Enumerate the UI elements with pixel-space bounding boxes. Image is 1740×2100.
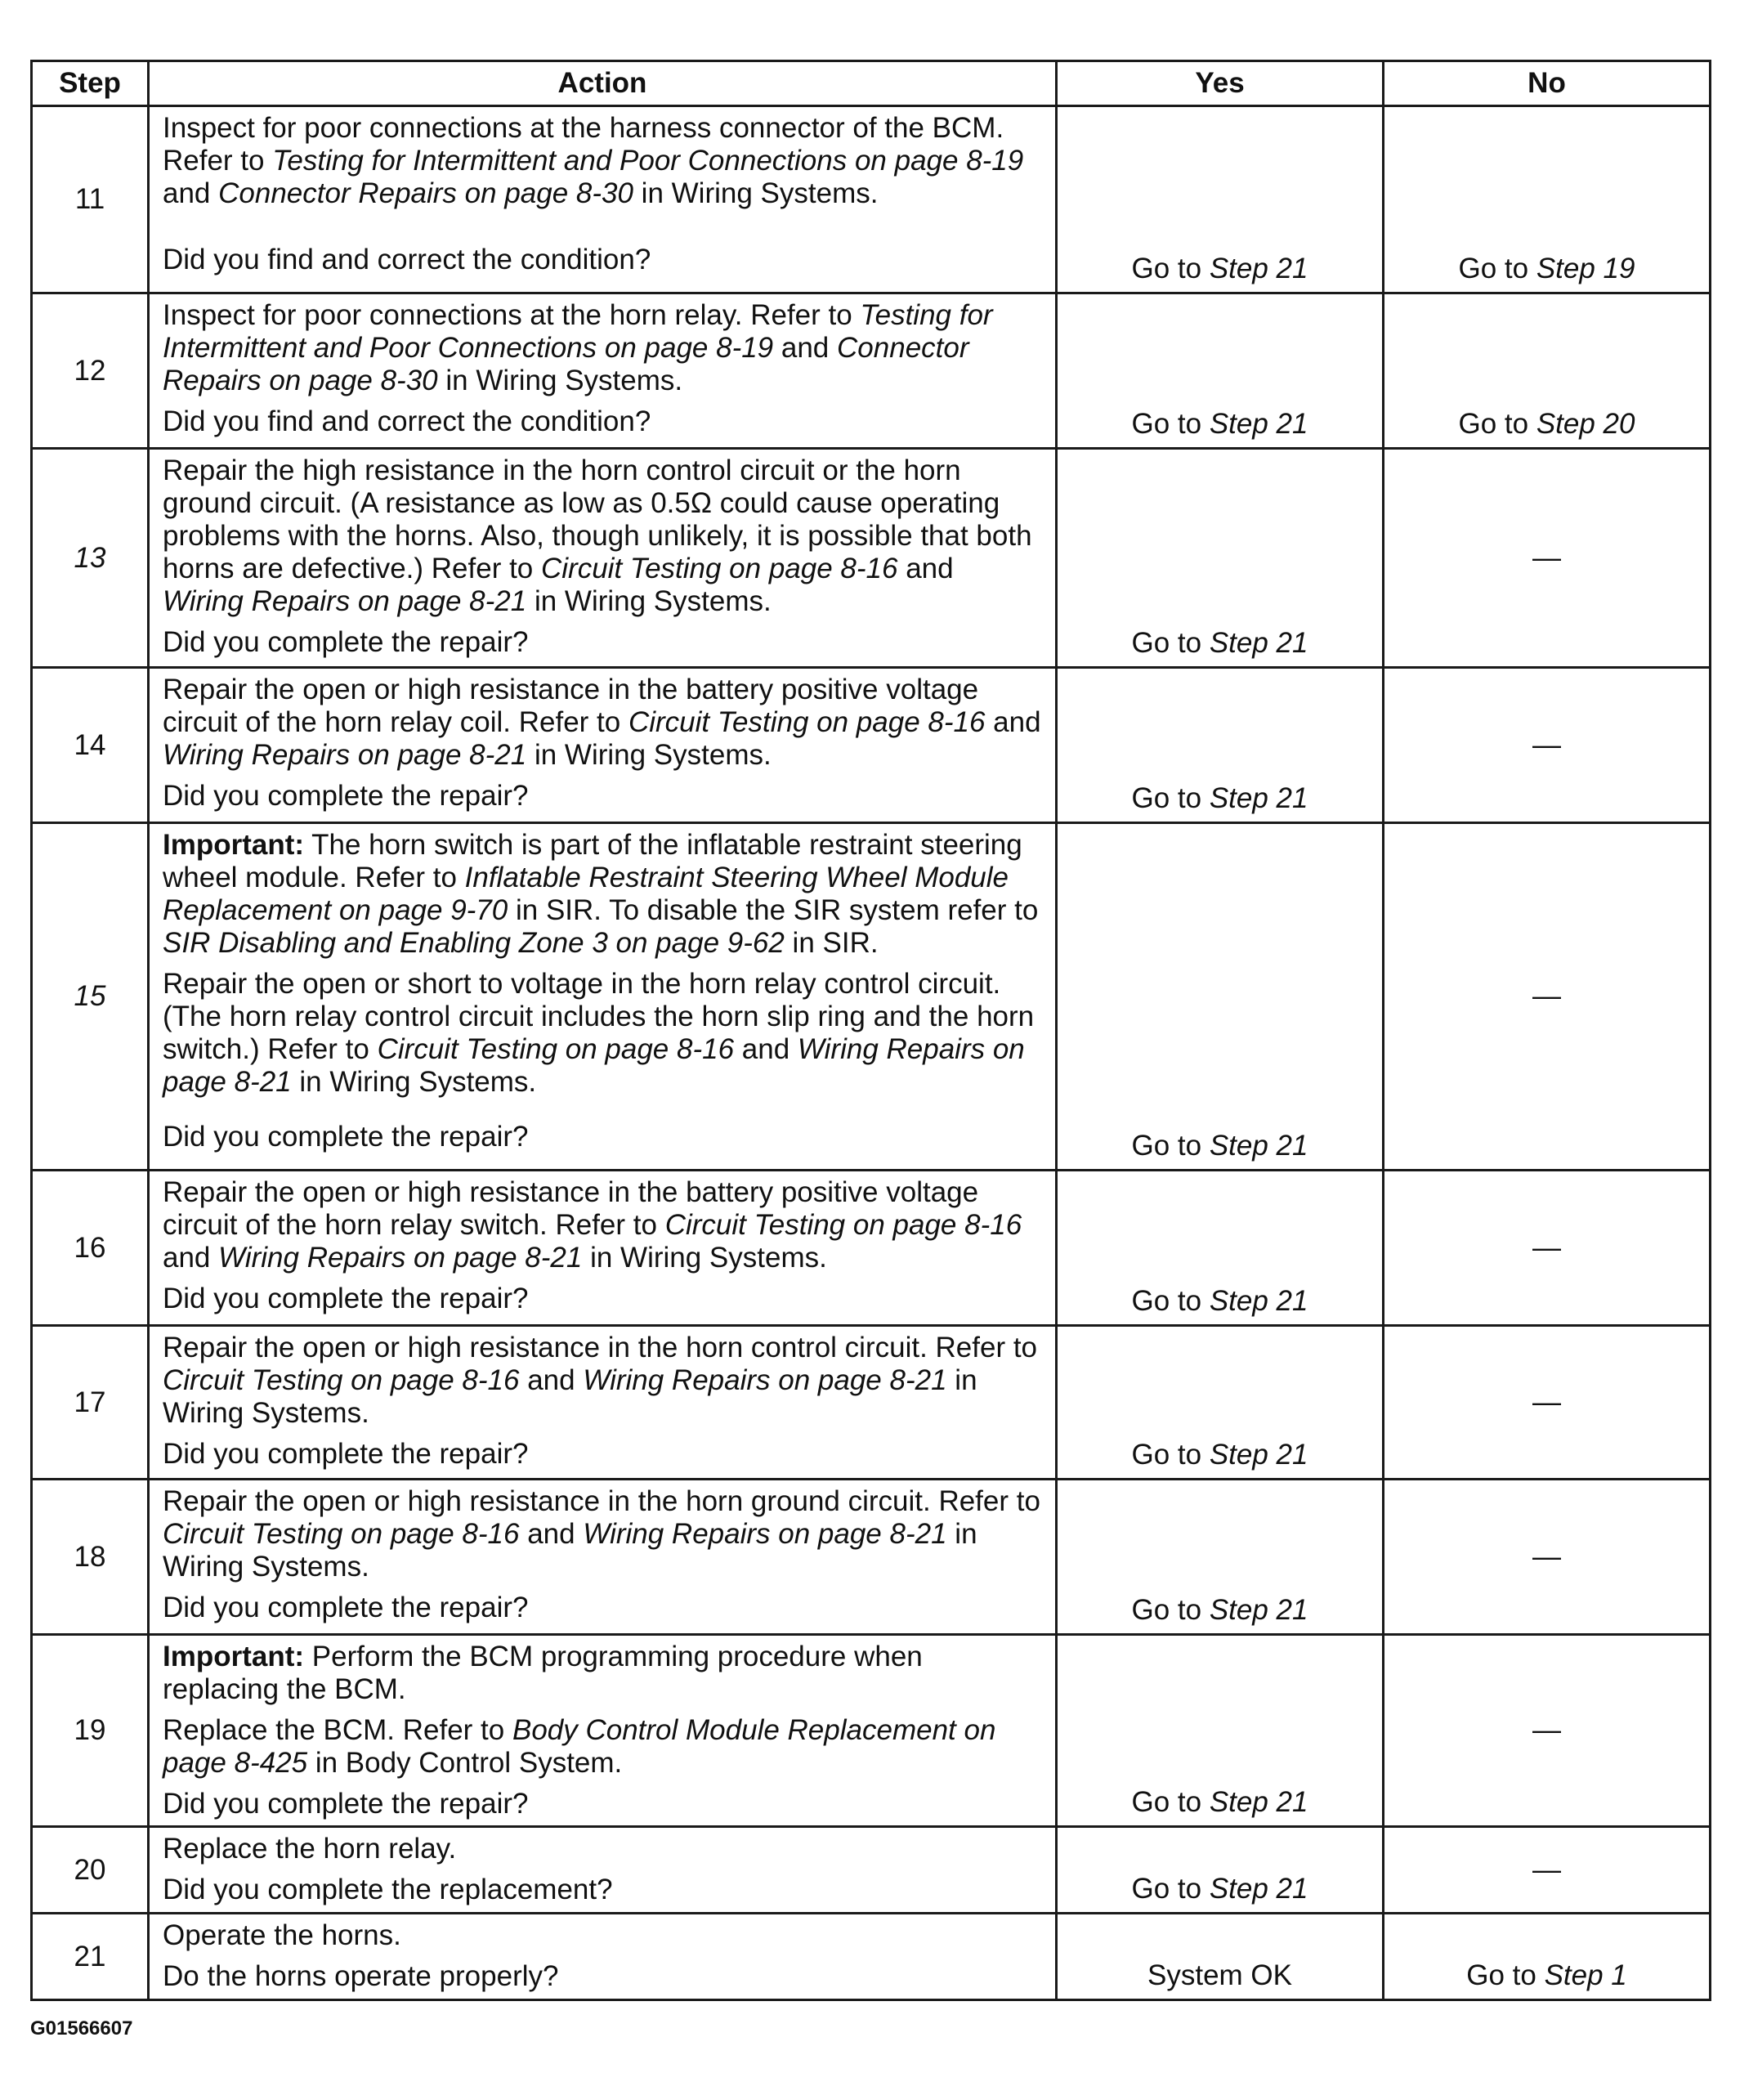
step-number: 17: [32, 1326, 149, 1480]
text-run: in SIR.: [784, 927, 879, 959]
text-run: —: [1532, 1386, 1561, 1418]
action-question: Did you complete the repair?: [163, 780, 529, 812]
no-result: [1384, 1326, 1711, 1480]
yes-result: [1057, 1326, 1384, 1480]
table-row: [32, 823, 1711, 1171]
reference-link-text: Step 20: [1536, 408, 1635, 440]
text-run: —: [1532, 1231, 1561, 1264]
text-run: and: [897, 553, 954, 584]
action-paragraph: [163, 1176, 1042, 1274]
header-yes: Yes: [1057, 61, 1384, 106]
reference-link-text: Testing for Intermittent and Poor Connections on page 8-19: [272, 145, 1024, 177]
no-result: [1384, 823, 1711, 1171]
yes-result: [1057, 1635, 1384, 1827]
text-run: Go to: [1131, 627, 1210, 659]
action-cell: [149, 1480, 1057, 1635]
header-no: No: [1384, 61, 1711, 106]
no-result: [1384, 449, 1711, 668]
reference-link-text: Wiring Repairs on page 8-21: [583, 1364, 947, 1396]
reference-link-text: Step 21: [1209, 1594, 1308, 1626]
text-run: in Body Control System.: [307, 1747, 623, 1779]
text-run: —: [1532, 1714, 1561, 1746]
text-run: Go to: [1466, 1959, 1545, 1991]
text-run: Go to: [1131, 1130, 1210, 1162]
reference-link-text: Step 19: [1536, 253, 1635, 284]
table-row: [32, 293, 1711, 449]
reference-link-text: Step 21: [1209, 408, 1308, 440]
reference-link-text: Circuit Testing on page 8-16: [163, 1518, 520, 1550]
reference-link-text: Circuit Testing on page 8-16: [541, 553, 898, 584]
text-run: and: [734, 1033, 798, 1065]
reference-link-text: Inflatable Restraint Steering Wheel Module Replacement on page 9-70: [163, 862, 1009, 926]
text-run: Repair the open or high resistance in the horn control circuit. Refer to: [163, 1332, 1038, 1363]
table-row: [32, 106, 1711, 293]
text-run: —: [1532, 1540, 1561, 1573]
yes-result: [1057, 293, 1384, 449]
reference-link-text: Step 21: [1209, 1439, 1308, 1471]
step-number: 21: [32, 1914, 149, 2000]
text-run: in Wiring Systems.: [526, 739, 772, 771]
table-row: [32, 1914, 1711, 2000]
table-body: [32, 106, 1711, 2000]
action-cell: [149, 106, 1057, 293]
text-run: and: [985, 706, 1041, 738]
reference-link-text: Wiring Repairs on page 8-21: [163, 585, 527, 617]
reference-link-text: Step 1: [1544, 1959, 1627, 1991]
important-label: Important:: [163, 829, 305, 861]
action-cell: [149, 1914, 1057, 2000]
important-label: Important:: [163, 1641, 305, 1672]
table-row: [32, 668, 1711, 823]
action-paragraph: [163, 454, 1042, 618]
step-number: 16: [32, 1171, 149, 1326]
action-paragraph: [163, 829, 1042, 960]
text-run: The horn switch is part of the inflatable restraint steering wheel module. Refer to: [163, 829, 1022, 893]
action-paragraph: [163, 112, 1042, 210]
action-question: Did you complete the replacement?: [163, 1874, 613, 1905]
reference-link-text: Circuit Testing on page 8-16: [377, 1033, 735, 1065]
no-result: [1384, 106, 1711, 293]
action-question: Did you complete the repair?: [163, 1283, 529, 1314]
yes-result: [1057, 1914, 1384, 2000]
text-run: Go to: [1131, 1594, 1210, 1626]
text-run: and: [519, 1364, 584, 1396]
action-cell: [149, 668, 1057, 823]
text-run: Go to: [1131, 1786, 1210, 1818]
reference-link-text: Step 21: [1209, 1285, 1308, 1317]
no-result: [1384, 1635, 1711, 1827]
reference-link-text: Circuit Testing on page 8-16: [664, 1209, 1022, 1241]
text-run: Operate the horns.: [163, 1919, 401, 1951]
text-run: —: [1532, 1853, 1561, 1886]
step-number: 15: [32, 823, 149, 1171]
reference-link-text: Wiring Repairs on page 8-21: [163, 1033, 1025, 1098]
text-run: Go to: [1131, 253, 1210, 284]
reference-link-text: SIR Disabling and Enabling Zone 3 on page 9-62: [163, 927, 785, 959]
step-number: 18: [32, 1480, 149, 1635]
reference-link-text: Testing for Intermittent and Poor Connections on page 8-19: [163, 299, 993, 364]
no-result: [1384, 668, 1711, 823]
text-run: Repair the open or high resistance in the battery positive voltage circuit of the horn relay coil. Refer to: [163, 674, 979, 738]
action-question: Did you complete the repair?: [163, 626, 529, 658]
reference-link-text: Step 21: [1209, 1873, 1308, 1905]
text-run: in Wiring Systems.: [582, 1242, 827, 1274]
action-question: Did you complete the repair?: [163, 1438, 529, 1470]
action-question: Do the horns operate properly?: [163, 1960, 559, 1992]
text-run: in Wiring Systems.: [633, 177, 879, 209]
reference-link-text: Step 21: [1209, 782, 1308, 814]
reference-link-text: Step 21: [1209, 627, 1308, 659]
action-question: Did you find and correct the condition?: [163, 405, 651, 437]
header-action: Action: [149, 61, 1057, 106]
action-paragraph: [163, 1833, 1042, 1865]
text-run: and: [163, 177, 219, 209]
text-run: Repair the open or short to voltage in the horn relay control circuit. (The horn relay control circuit includes the horn slip ring and the horn switch.) Refer to: [163, 968, 1035, 1065]
yes-result: [1057, 449, 1384, 668]
action-paragraph: [163, 1714, 1042, 1780]
text-run: Replace the BCM. Refer to: [163, 1714, 512, 1746]
text-run: Inspect for poor connections at the horn relay. Refer to: [163, 299, 861, 331]
reference-link-text: Wiring Repairs on page 8-21: [218, 1242, 583, 1274]
action-paragraph: [163, 674, 1042, 772]
no-result: [1384, 1171, 1711, 1326]
text-run: —: [1532, 728, 1561, 761]
text-run: in Wiring Systems.: [163, 1518, 977, 1583]
reference-link-text: Step 21: [1209, 253, 1308, 284]
action-paragraph: [163, 1332, 1042, 1430]
table-row: [32, 1635, 1711, 1827]
action-question: Did you find and correct the condition?: [163, 244, 651, 275]
reference-link-text: Wiring Repairs on page 8-21: [163, 739, 527, 771]
table-row: [32, 1171, 1711, 1326]
header-step: Step: [32, 61, 149, 106]
text-run: Go to: [1131, 408, 1210, 440]
text-run: in SIR. To disable the SIR system refer to: [508, 894, 1039, 926]
action-cell: [149, 1635, 1057, 1827]
header-row: [32, 61, 1711, 106]
step-number: 12: [32, 293, 149, 449]
text-run: and: [519, 1518, 584, 1550]
yes-result: [1057, 1827, 1384, 1914]
text-run: Repair the open or high resistance in the horn ground circuit. Refer to: [163, 1485, 1040, 1517]
action-paragraph: [163, 968, 1042, 1099]
no-result: [1384, 1480, 1711, 1635]
action-cell: [149, 1171, 1057, 1326]
text-run: in Wiring Systems.: [163, 1364, 977, 1429]
text-run: Repair the open or high resistance in the battery positive voltage circuit of the horn relay switch. Refer to: [163, 1176, 979, 1241]
no-result: [1384, 293, 1711, 449]
text-run: Go to: [1131, 782, 1210, 814]
step-number: 13: [32, 449, 149, 668]
action-paragraph: [163, 1641, 1042, 1706]
text-run: —: [1532, 980, 1561, 1012]
reference-link-text: Circuit Testing on page 8-16: [628, 706, 986, 738]
no-result: [1384, 1914, 1711, 2000]
yes-result: [1057, 1480, 1384, 1635]
table-row: [32, 1480, 1711, 1635]
figure-id: G01566607: [30, 2017, 133, 2040]
text-run: Go to: [1131, 1285, 1210, 1317]
text-run: —: [1532, 541, 1561, 574]
text-run: Go to: [1131, 1439, 1210, 1471]
action-cell: [149, 449, 1057, 668]
text-run: Go to: [1458, 408, 1536, 440]
action-paragraph: [163, 299, 1042, 397]
action-cell: [149, 823, 1057, 1171]
reference-link-text: Step 21: [1209, 1130, 1308, 1162]
table-row: [32, 1827, 1711, 1914]
text-run: in Wiring Systems.: [437, 365, 683, 396]
action-cell: [149, 293, 1057, 449]
text-run: in Wiring Systems.: [526, 585, 772, 617]
step-number: 20: [32, 1827, 149, 1914]
action-question: Did you complete the repair?: [163, 1121, 529, 1153]
table-row: [32, 1326, 1711, 1480]
text-run: Repair the high resistance in the horn control circuit or the horn ground circuit. (A resistance as low as 0.5Ω could cause operating problems with the horns. Also, though unlikely, it is possible that both horns are defective.) Refer to: [163, 454, 1032, 584]
action-question: Did you complete the repair?: [163, 1592, 529, 1623]
reference-link-text: Connector Repairs on page 8-30: [163, 332, 969, 396]
reference-link-text: Wiring Repairs on page 8-21: [583, 1518, 947, 1550]
text-run: in Wiring Systems.: [291, 1066, 537, 1098]
yes-result: [1057, 106, 1384, 293]
text-run: Inspect for poor connections at the harness connector of the BCM. Refer to: [163, 112, 1004, 177]
action-cell: [149, 1827, 1057, 1914]
action-paragraph: [163, 1919, 1042, 1952]
action-question: Did you complete the repair?: [163, 1788, 529, 1820]
text-run: Perform the BCM programming procedure when replacing the BCM.: [163, 1641, 923, 1705]
reference-link-text: Body Control Module Replacement on page 8-425: [163, 1714, 996, 1779]
diagnostic-table: [30, 60, 1711, 2001]
text-run: System OK: [1147, 1959, 1292, 1991]
yes-result: [1057, 823, 1384, 1171]
no-result: [1384, 1827, 1711, 1914]
diagnostic-table-sheet: [30, 60, 1709, 2001]
text-run: Go to: [1458, 253, 1536, 284]
step-number: 14: [32, 668, 149, 823]
reference-link-text: Circuit Testing on page 8-16: [163, 1364, 520, 1396]
yes-result: [1057, 668, 1384, 823]
yes-result: [1057, 1171, 1384, 1326]
text-run: and: [163, 1242, 219, 1274]
text-run: and: [773, 332, 838, 364]
action-paragraph: [163, 1485, 1042, 1583]
reference-link-text: Step 21: [1209, 1786, 1308, 1818]
text-run: Go to: [1131, 1873, 1210, 1905]
text-run: Replace the horn relay.: [163, 1833, 457, 1865]
table-row: [32, 449, 1711, 668]
reference-link-text: Connector Repairs on page 8-30: [218, 177, 633, 209]
action-cell: [149, 1326, 1057, 1480]
step-number: 19: [32, 1635, 149, 1827]
step-number: 11: [32, 106, 149, 293]
